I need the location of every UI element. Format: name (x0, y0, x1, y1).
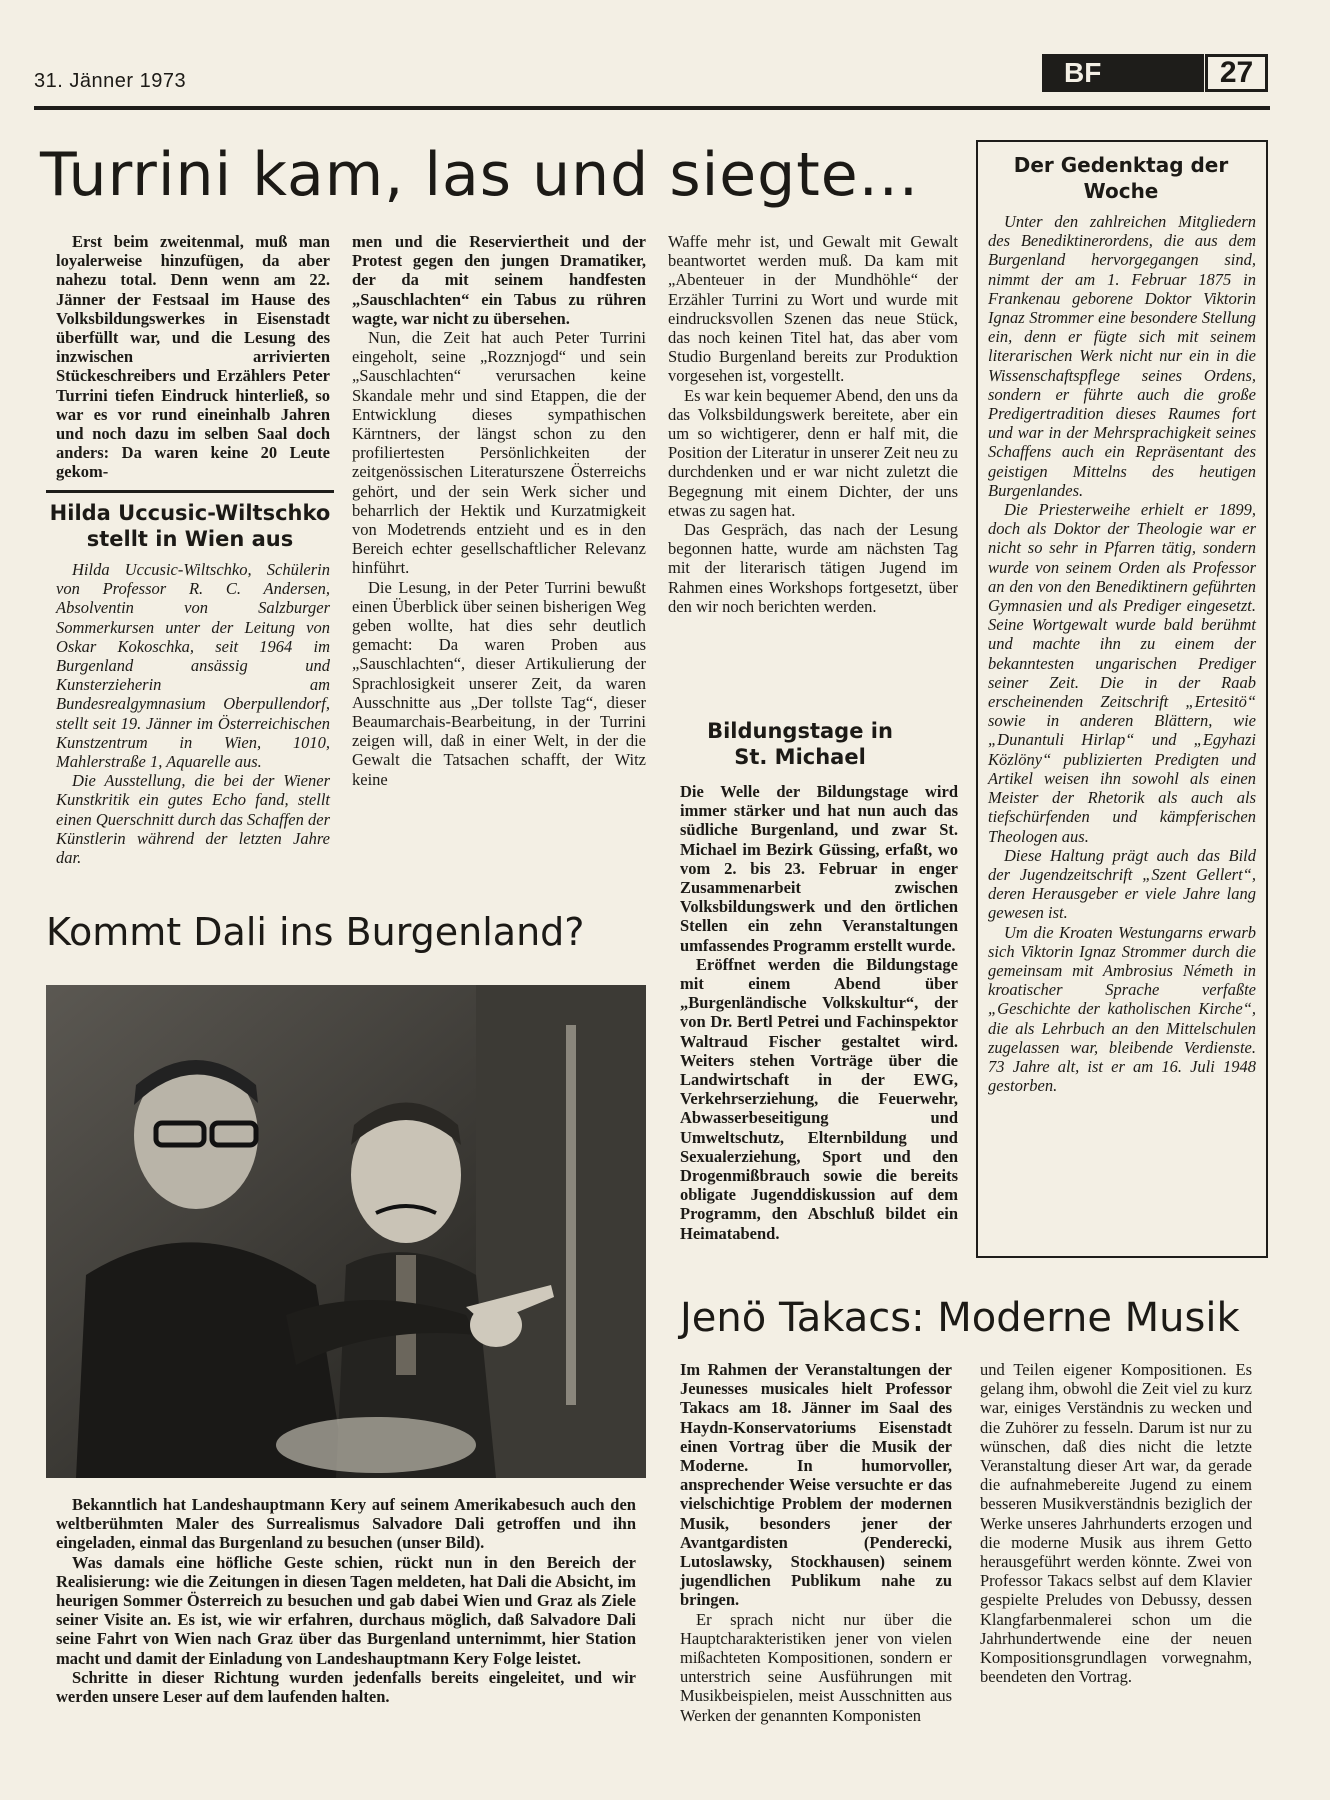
turrini-col1-text: Erst beim zweitenmal, muß man loyalerweise hinzufügen, da aber nahezu total. Denn wenn am 22. Jänner der Festsaal im Hause des Volksbildungswerkes in Eisenstadt überfüllt war, und die Lesung des inzwischen arrivierten Stückeschreibers und Erzählers Peter Turrini tiefen Eindruck hinterließ, so war es vor rund eineinhalb Jahren und noch dazu im selben Saal doch anders: Da waren keine 20 Leute gekom- (56, 232, 330, 482)
takacs-p3: und Teilen eigener Kompositionen. Es gelang ihm, obwohl die Zeit viel zu kurz war, einiges Verständnis zu wecken und die Zuhörer zu fesseln. Darum ist nur zu wünschen, daß dies nicht die letzte Veranstaltung dieser Art war, da gerade die aufnahmebereite Jugend zu einem besseren Musikverständnis beziglich der Werke unseres Jahrhunderts erzogen und die moderne Musik aus ihrem Getto herausgeführt werden könnte. Zwei von Professor Takacs selbst auf dem Klavier gespielte Preludes von Debussy, dessen Klangfarbenmalerei schon um die Jahrhundertwende eine der neuen Kompositionsgrundlagen vorwegnahm, beendeten den Vortrag. (980, 1360, 1252, 1687)
gedenktag-p3: Diese Haltung prägt auch das Bild der Jugendzeitschrift „Szent Gellert“, deren Herausgeber er viele Jahre lang gewesen ist. (988, 845, 1256, 923)
takacs-p1: Im Rahmen der Veranstaltungen der Jeunesses musicales hielt Professor Takacs am 18. Jänner im Saal des Haydn-Konservatoriums Eisenstadt einen Vortrag über die Musik der Moderne. In humorvoller, ansprechender Weise versuchte er das vielschichtige Problem der modernen Musik, besonders jener der Avantgardisten (Penderecki, Lutoslawsky, Stockhausen) seinem jugendlichen Publikum nahe zu bringen. (680, 1360, 952, 1610)
page-number: 27 (1205, 54, 1268, 92)
gedenktag-p1: Unter den zahlreichen Mitgliedern des Benediktinerordens, die aus dem Burgenland hervorgegangen sind, nimmt der am 1. Februar 1875 in Frankenau geborene Doktor Viktorin Ignaz Strommer eine besondere Stellung ein, denn er fügte sich mit seinem literarischen Werk nicht nur ein in die Wissenschaftspflege seines Ordens, sondern er führte auch die große Predigertradition dieses Raumes fort und war in der Mehrsprachigkeit seines Schaffens auch ein Repräsentant des geistigen Mittelns des heutigen Burgenlandes. (988, 212, 1256, 500)
turrini-col2-p1: men und die Reserviertheit und der Protest gegen den jungen Dramatiker, der da mit seinem handfesten „Sauschlachten“ ein Tabus zu rühren wagte, war nicht zu übersehen. (352, 232, 646, 328)
turrini-col1 (56, 232, 330, 482)
gedenktag-body (988, 212, 1256, 1095)
hilda-p2: Die Ausstellung, die bei der Wiener Kunstkritik ein gutes Echo fand, stellt einen Querschnitt durch das Schaffen der Künstlerin während der letzten Jahre dar. (56, 771, 330, 868)
turrini-col2-p3: Die Lesung, in der Peter Turrini bewußt einen Überblick über seinen bisherigen Weg geben wollte, hat dies sehr deutlich gemacht: Da waren Proben aus „Sauschlachten“, dieser Artikulierung der Sprachlosigkeit unserer Zeit, da waren Ausschnitte aus „Der tollste Tag“, dieser Beaumarchais-Bearbeitung, in der Turrini zeigen will, daß in einer Welt, in der die Gewalt die Tatsachen schafft, der Witz keine (352, 577, 646, 789)
dali-photo (46, 985, 646, 1478)
section-label: BF (1042, 54, 1204, 92)
header-rule (34, 106, 1270, 110)
turrini-col3-p3: Das Gespräch, das nach der Lesung begonnen hatte, wurde am nächsten Tag mit der literarisch tätigen Jugend im Rahmen eines Workshops fortgesetzt, über den wir noch berichten werden. (668, 520, 958, 616)
bildung-headline: Bildungstage in St. Michael (707, 719, 893, 769)
hilda-rule (46, 490, 334, 493)
dali-photo-image (46, 985, 646, 1478)
takacs-col1 (680, 1360, 952, 1725)
hilda-headline: Hilda Uccusic-Wiltschko stellt in Wien aus (49, 501, 331, 551)
turrini-col2-p2: Nun, die Zeit hat auch Peter Turrini eingeholt, seine „Rozznjogd“ und sein „Sauschlachten“ verursachen keine Skandale mehr und sind Etappen, die der Entwicklung dieses sympathischen Kärntners, der längst schon zu den profiliertesten Persönlichkeiten der zeitgenössischen Literaturszene Österreichs gehört, und der sein Werk sicher und beharrlich der Hektik und Kurzatmigkeit von Modetrends entzieht und es in den Bereich echter gesellschaftlicher Relevanz hinführt. (352, 328, 646, 578)
takacs-col2 (980, 1360, 1252, 1686)
dali-p3: Schritte in dieser Richtung wurden jedenfalls bereits eingeleitet, und wir werden unsere Leser auf dem laufenden halten. (56, 1667, 636, 1707)
dali-p2: Was damals eine höfliche Geste schien, rückt nun in den Bereich der Realisierung: wie die Zeitungen in diesen Tagen meldeten, hat Dali die Absicht, im heurigen Sommer Österreich zu besuchen und gab dabei Wien und Graz als Ziele seiner Visite an. Es ist, wie wir erfahren, durchaus möglich, daß Salvadore Dali seine Fahrt von Wien nach Graz über das Burgenland unternimmt, hier Station macht und damit der Einladung von Landeshauptmann Kery Folge leistet. (56, 1552, 636, 1668)
bildung-body (680, 782, 958, 1243)
headline-dali: Kommt Dali ins Burgenland? (46, 910, 585, 954)
turrini-col3 (668, 232, 958, 616)
hilda-p1: Hilda Uccusic-Wiltschko, Schülerin von Professor R. C. Andersen, Absolventin von Salzburger Sommerkursen unter der Leitung von Oskar Kokoschka, seit 1964 im Burgenland ansässig und Kunsterzieherin am Bundesrealgymnasium Oberpullendorf, stellt seit 19. Jänner im Österreichischen Kunstzentrum in Wien, 1010, Mahlerstraße 1, Aquarelle aus. (56, 560, 330, 772)
issue-date: 31. Jänner 1973 (34, 70, 187, 92)
gedenktag-p4: Um die Kroaten Westungarns erwarb sich Viktorin Ignaz Strommer durch die gemeinsam mit Ambrosius Németh in kroatischer Sprache verfaßte „Geschichte der katholischen Kirche“, die als Lehrbuch an den Mittelschulen zugelassen war, bleibende Verdienste. 73 Jahre alt, ist er am 16. Juli 1948 gestorben. (988, 922, 1256, 1096)
gedenktag-title: Der Gedenktag der Woche (1013, 153, 1229, 203)
bildung-p1: Die Welle der Bildungstage wird immer stärker und hat nun auch das südliche Burgenland, und zwar St. Michael im Bezirk Güssing, erfaßt, wo vom 2. bis 23. Februar in enger Zusammenarbeit zwischen Volksbildungswerk und den örtlichen Stellen ein zehn Veranstaltungen umfassendes Programm erstellt wurde. (680, 782, 958, 955)
takacs-p2: Er sprach nicht nur über die Hauptcharakteristiken jener von vielen mißachteten Kompositionen, sondern er unterstrich seine Ausführungen mit Musikbeispielen, meist Ausschnitten aus Werken der genannten Komponisten (680, 1609, 952, 1725)
turrini-col3-p1: Waffe mehr ist, und Gewalt mit Gewalt beantwortet werden muß. Da kam mit „Abenteuer in der Mundhöhle“ der Erzähler Turrini zu Wort und wurde mit eindrucksvollen Szenen das neue Stück, das noch keinen Titel hat, das aber vom Studio Burgenland bereits zur Produktion vorgesehen ist, vorgestellt. (668, 232, 958, 386)
dali-body (56, 1495, 636, 1706)
headline-takacs: Jenö Takacs: Moderne Musik (680, 1295, 1240, 1341)
headline-turrini: Turrini kam, las und siegte... (40, 140, 919, 210)
turrini-col3-p2: Es war kein bequemer Abend, den uns da das Volksbildungswerk bereitete, aber ein um so wichtigerer, denn er half mit, die Position der Literatur in unserer Zeit neu zu durchdenken und er war nicht zuletzt die Begegnung mit einem Dichter, der uns etwas zu sagen hat. (668, 385, 958, 520)
turrini-col2 (352, 232, 646, 789)
hilda-body (56, 560, 330, 867)
gedenktag-p2: Die Priesterweihe erhielt er 1899, doch als Doktor der Theologie war er nicht so sehr in Pfarren tätig, sondern wurde von seinem Orden als Professor an den von den Benediktinern geführten Gymnasien und als Prediger eingesetzt. Seine Wortgewalt wurde bald berühmt und machte ihn zu einem der bekanntesten ungarischen Prediger seiner Zeit. Die in der Raab erscheinenden Zeitschrift „Ertesitö“ sowie in anderen Blättern, wie „Dunantuli Hirlap“ und „Egyhazi Közlöny“ publizierten Predigten und Artikel weisen ihn sowohl als einen Meister der Rhetorik als auch als tiefschürfenden und kämpferischen Theologen aus. (988, 500, 1256, 846)
dali-p1: Bekanntlich hat Landeshauptmann Kery auf seinem Amerikabesuch auch den weltberühmten Maler des Surrealismus Salvadore Dali getroffen und ihn eingeladen, einmal das Burgenland zu besuchen (unser Bild). (56, 1495, 636, 1553)
bildung-p2: Eröffnet werden die Bildungstage mit einem Abend über „Burgenländische Volkskultur“, der von Dr. Bertl Petrei und Fachinspektor Waltraud Fischer gestaltet wird. Weiters stehen Vorträge über die Landwirtschaft in der EWG, Verkehrserziehung, die Feuerwehr, Abwasserbeseitigung und Umweltschutz, Elternbildung und Sexualerziehung, Sport und den Drogenmißbrauch sowie die bereits obligate Jugenddiskussion auf dem Programm, den Abschluß bildet ein Heimatabend. (680, 954, 958, 1243)
